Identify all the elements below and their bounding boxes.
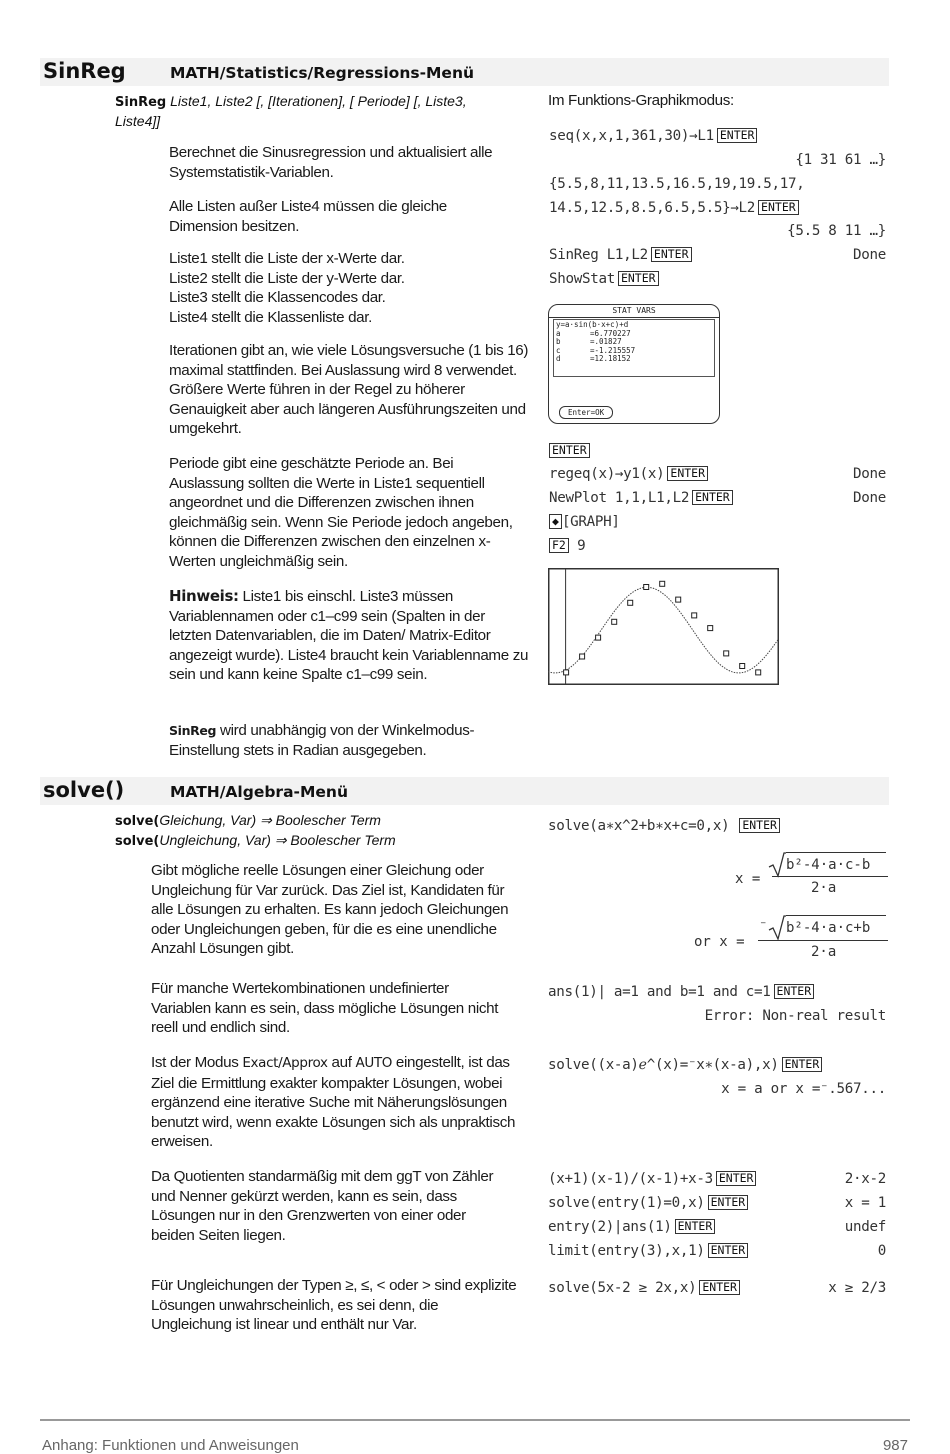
- data-point: [612, 619, 617, 624]
- enter-key-icon: ENTER: [699, 1280, 740, 1295]
- solve-header-band: [40, 777, 889, 805]
- example-line: SinReg L1,L2 ENTER: [549, 247, 692, 263]
- stat-vars-screen: [548, 304, 720, 424]
- sinreg-example-intro: Im Funktions-Graphikmodus:: [548, 92, 734, 109]
- solve-syntax: [115, 811, 535, 851]
- regression-equation: y=a·sin(b·x+c)+d: [556, 320, 629, 329]
- sqrt-icon: [768, 915, 786, 941]
- example-line: (x+1)(x-1)/(x-1)+x-3 ENTER: [548, 1171, 756, 1187]
- enter-ok-button[interactable]: Enter=OK: [559, 406, 613, 419]
- sinreg-desc-period: Periode gibt eine geschätzte Periode an. Bei Auslassung sollten die Werte in Liste1 sequentiell angeordnet und die Differenzen zwischen ihnen gleichmäßig sein. Wenn Sie Periode jedoch angeben, können die Differenzen zwischen den einzelnen x-Werten ungleichmäßig sein.: [169, 455, 513, 570]
- data-point: [692, 613, 697, 618]
- example-line: solve(entry(1)=0,x) ENTER: [548, 1195, 748, 1211]
- example-line: solve(5x-2 ≥ 2x,x) ENTER: [548, 1280, 740, 1296]
- example-line: [546, 443, 590, 459]
- mode-value: AUTO: [355, 1055, 393, 1071]
- example-line: limit(entry(3),x,1) ENTER: [548, 1243, 748, 1259]
- example-line: ans(1)| a=1 and b=1 and c=1 ENTER: [548, 984, 814, 1000]
- enter-key-icon: ENTER: [618, 271, 659, 286]
- sinreg-desc-iterations: Iterationen gibt an, wie viele Lösungsversuche (1 bis 16) maximal stattfinden. Bei Auslassung wird 8 verwendet. Größere Werte führen in der Regel zu höherer Genauigkeit aber auch längeren Ausführungszeiten und umgekehrt.: [169, 342, 529, 438]
- data-point: [756, 670, 761, 675]
- example-result: x = a or x =⁻.567...: [721, 1081, 886, 1097]
- enter-key-icon: ENTER: [708, 1195, 749, 1210]
- sinreg-title: SinReg: [43, 59, 126, 83]
- data-point: [740, 664, 745, 669]
- stat-row: d =12.18152: [556, 354, 631, 364]
- data-point: [660, 581, 665, 586]
- enter-key-icon: ENTER: [717, 128, 758, 143]
- solve-desc-2: Für manche Wertekombinationen undefinierter Variablen kann es sein, dass mögliche Lösungen nicht reell und endlich sind.: [151, 980, 499, 1037]
- example-line: F2 9: [546, 538, 585, 554]
- example-line: solve(a∗x^2+b∗x+c=0,x) ENTER: [548, 818, 780, 834]
- enter-key-icon: ENTER: [708, 1243, 749, 1258]
- fraction-lhs: or x =: [694, 934, 745, 950]
- data-point: [644, 585, 649, 590]
- enter-key-icon: ENTER: [651, 247, 692, 262]
- enter-key-icon: ENTER: [675, 1219, 716, 1234]
- data-point: [596, 635, 601, 640]
- enter-key-icon: ENTER: [692, 490, 733, 505]
- stat-vars-table: [553, 319, 715, 377]
- example-line: 14.5,12.5,8.5,6.5,5.5}→L2 ENTER: [549, 200, 799, 216]
- example-line: {5.5,8,11,13.5,16.5,19,19.5,17,: [549, 176, 805, 192]
- example-line: ShowStat ENTER: [549, 271, 659, 287]
- stat-row: b =.01827: [556, 337, 622, 347]
- enter-key-icon: ENTER: [716, 1171, 757, 1186]
- example-line: NewPlot 1,1,L1,L2 ENTER: [549, 490, 733, 506]
- fraction-lhs: x =: [735, 871, 761, 887]
- sinreg-hint: [169, 587, 531, 685]
- example-line: seq(x,x,1,361,30)→L1 ENTER: [549, 128, 757, 144]
- sinreg-syntax: SinReg Liste1, Liste2 [, [Iterationen], [ Periode] [, Liste3, Liste4]]: [115, 93, 467, 129]
- sinreg-menu-path: MATH/Statistics/Regressions-Menü: [170, 64, 475, 82]
- example-result: Error: Non-real result: [704, 1008, 886, 1024]
- f2-key-icon: F2: [549, 538, 569, 553]
- enter-key-icon: ENTER: [549, 443, 590, 458]
- example-line: solve((x-a)ℯ^(x)=⁻x∗(x-a),x) ENTER: [548, 1057, 822, 1073]
- enter-key-icon: ENTER: [667, 466, 708, 481]
- enter-key-icon: ENTER: [774, 984, 815, 999]
- solve-desc-3: Ist der Modus Exact/Approx auf AUTO eingestellt, ist das Ziel die Ermittlung exakter kompakter Lösungen, wobei ergänzend eine iterative Suche mit Näherungslösungen benutzt wird, wenn exakte Lösungen sich als unpraktisch erweisen.: [151, 1054, 516, 1151]
- sinreg-desc-1: Berechnet die Sinusregression und aktualisiert alle Systemstatistik-Variablen.: [169, 144, 493, 181]
- page-number: 987: [882, 1437, 908, 1454]
- hint-text: Liste1 bis einschl. Liste3 müssen Variablennamen oder c1–c99 sein (Spalten in der letzten Datenvariablen, die im Daten/ Matrix-Editor angezeigt wurde). Liste4 braucht kein Variablenname zu sein und kann keine Spalte c1–c99 sein.: [169, 588, 529, 684]
- sine-regression-plot: [548, 568, 779, 685]
- solve-menu-path: MATH/Algebra-Menü: [170, 783, 348, 801]
- fraction-denominator: 2·a: [811, 880, 837, 896]
- list-line: Liste2 stellt die Liste der y-Werte dar.: [169, 269, 405, 287]
- example-result: 0: [877, 1243, 886, 1259]
- hint-label: Hinweis:: [169, 587, 239, 605]
- example-result: Done: [853, 466, 886, 482]
- mode-name: Exact/Approx: [242, 1055, 328, 1071]
- solve-desc-4: Da Quotienten standarmäßig mit dem ggT von Zähler und Nenner gekürzt werden, kann es sein, dass Lösungen nur in den Grenzwerten von einer oder beiden Seiten liegen.: [151, 1168, 494, 1244]
- sqrt-bar: [786, 852, 886, 853]
- example-line: regeq(x)→y1(x) ENTER: [549, 466, 708, 482]
- syntax-line: solve(Gleichung, Var) ⇒ Boolescher Term: [115, 812, 381, 829]
- example-line: entry(2)|ans(1) ENTER: [548, 1219, 715, 1235]
- enter-key-icon: ENTER: [739, 818, 780, 833]
- sqrt-icon: [768, 852, 786, 878]
- diamond-key-icon: ◆: [549, 514, 562, 529]
- sinreg-desc-lists: [169, 249, 529, 327]
- example-result: {1 31 61 …}: [795, 152, 886, 168]
- example-result: Done: [853, 247, 886, 263]
- sinreg-desc-2: Alle Listen außer Liste4 müssen die gleiche Dimension besitzen.: [169, 198, 447, 235]
- enter-key-icon: ENTER: [758, 200, 799, 215]
- example-result: x ≥ 2/3: [828, 1280, 886, 1296]
- list-line: Liste4 stellt die Klassenliste dar.: [169, 308, 373, 326]
- data-point: [676, 597, 681, 602]
- solve-title: solve(): [43, 778, 125, 802]
- fraction-bar: [758, 940, 888, 941]
- syntax-line: solve(Ungleichung, Var) ⇒ Boolescher Term: [115, 832, 396, 849]
- example-result: {5.5 8 11 …}: [787, 223, 886, 239]
- sqrt-bar: [786, 915, 886, 916]
- example-result: x = 1: [844, 1195, 886, 1211]
- fraction-numerator: b²-4·a·c+b: [786, 920, 871, 936]
- stat-row: a =6.770227: [556, 328, 631, 338]
- sinreg-radian-note: [169, 721, 514, 760]
- stat-vars-title: STAT VARS: [549, 305, 719, 318]
- solve-desc-5: Für Ungleichungen der Typen ≥, ≤, < oder > sind explizite Lösungen unwahrscheinlich, es sei denn, die Ungleichung ist linear und enthält nur Var.: [151, 1277, 517, 1334]
- example-result: 2·x-2: [844, 1171, 886, 1187]
- fraction-bar: [772, 876, 888, 877]
- footer-chapter: Anhang: Funktionen und Anweisungen: [42, 1437, 299, 1454]
- footer-rule: [40, 1419, 910, 1421]
- radian-cmd: SinReg: [169, 723, 217, 738]
- list-line: Liste3 stellt die Klassencodes dar.: [169, 289, 386, 307]
- list-line: Liste1 stellt die Liste der x-Werte dar.: [169, 250, 405, 267]
- enter-key-icon: ENTER: [782, 1057, 823, 1072]
- stat-row: c =-1.215557: [556, 345, 636, 355]
- example-result: Done: [853, 490, 886, 506]
- data-point: [580, 654, 585, 659]
- data-point: [708, 626, 713, 631]
- data-point: [724, 651, 729, 656]
- radian-text: wird unabhängig von der Winkelmodus-Einstellung stets in Radian ausgegeben.: [169, 722, 475, 759]
- data-point: [628, 600, 633, 605]
- fraction-numerator: b²-4·a·c-b: [786, 857, 871, 873]
- data-point: [564, 670, 569, 675]
- example-result: undef: [844, 1219, 886, 1235]
- negative-sign: ⁻: [759, 918, 768, 934]
- fraction-denominator: 2·a: [811, 944, 837, 960]
- example-line: ◆ [GRAPH]: [546, 514, 620, 530]
- solve-desc-1: Gibt mögliche reelle Lösungen einer Gleichung oder Ungleichung für Var zurück. Das Ziel ist, Kandidaten für alle Lösungen zu erhalten. Es kann jedoch Gleichungen oder Ungleichungen geben, für die es eine unendliche Anzahl Lösungen gibt.: [151, 862, 509, 958]
